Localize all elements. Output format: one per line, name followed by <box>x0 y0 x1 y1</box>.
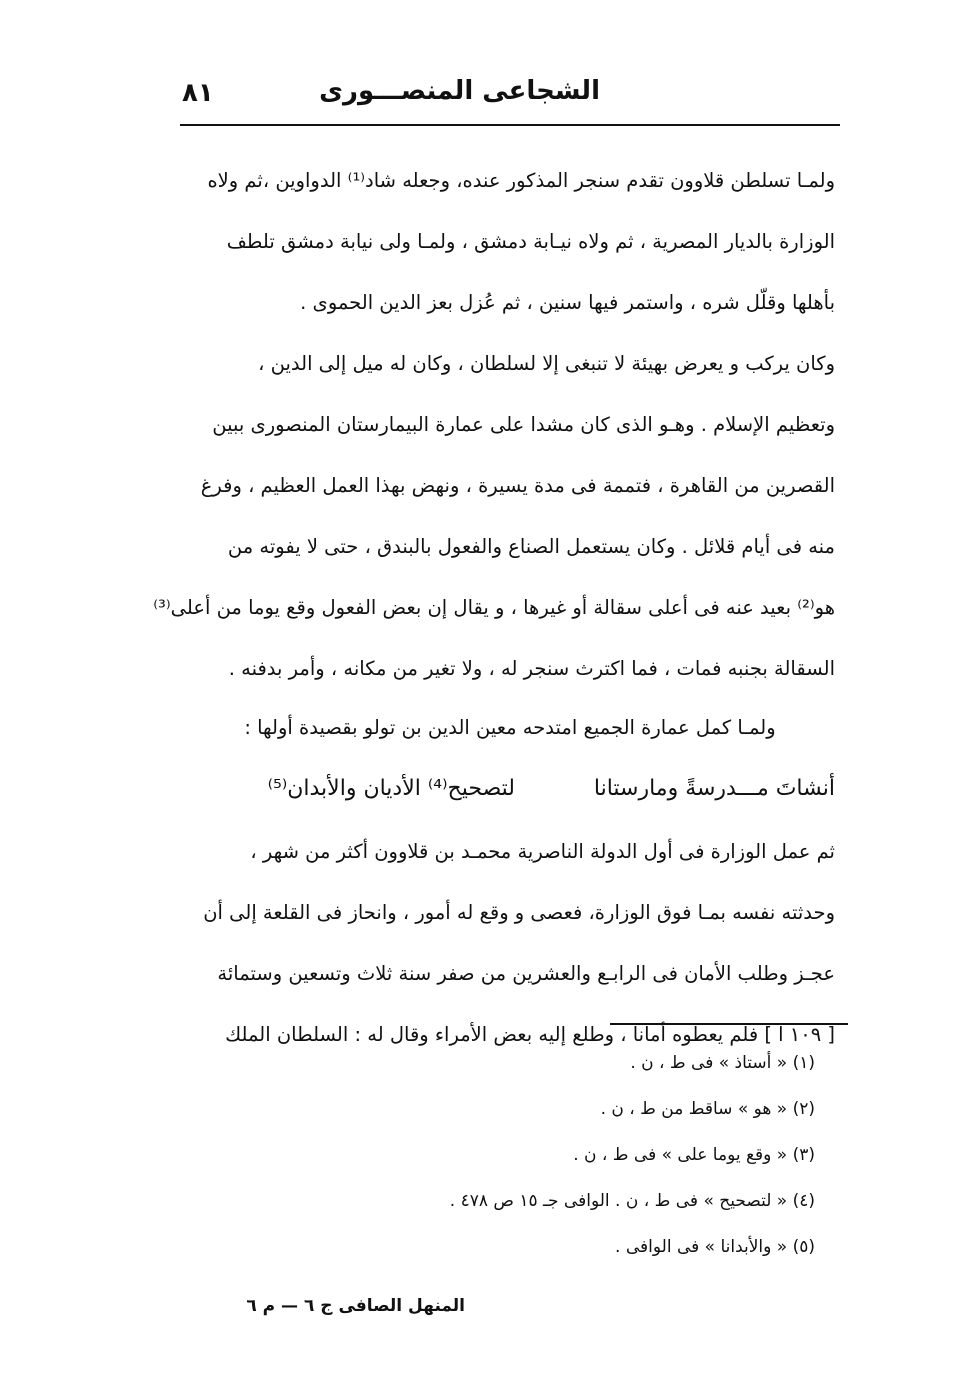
text-line: ولمـا تسلطن قلاوون تقدم سنجر المذكور عنده، وجعله شاد⁽¹⁾ الدواوين ،ثم ولاه <box>207 169 835 192</box>
footnotes <box>380 1040 815 1270</box>
footnote: (٤) « لتصحيح » فى ط ، ن . الوافى جـ ١٥ ص ٤٧٨ . <box>449 1191 815 1211</box>
verse-second-hemistich: لتصحيح⁽⁴⁾ الأديان والأبدان⁽⁵⁾ <box>267 776 515 801</box>
text-line: منه فى أيام قلائل . وكان يستعمل الصناع والفعول بالبندق ، حتى لا يفوته من <box>227 535 835 558</box>
poem-verse <box>185 757 835 821</box>
main-text <box>153 150 835 1065</box>
verse-first-hemistich: أنشاتَ مـــدرسةً ومارستانا <box>593 776 835 801</box>
header-rule <box>180 124 840 126</box>
page-footer: المنهل الصافى ج ٦ — م ٦ <box>246 1296 465 1316</box>
text-line: السقالة بجنبه فمات ، فما اكترث سنجر له ، ولا تغير من مكانه ، وأمر بدفنه . <box>228 657 835 680</box>
text-line: هو⁽²⁾ بعيد عنه فى أعلى سقالة أو غيرها ، و يقال إن بعض الفعول وقع يوما من أعلى⁽³⁾ <box>153 596 835 619</box>
text-line: [ ١٠٩ ا ] فلم يعطوه أمانا ، وطلع إليه بعض الأمراء وقال له : السلطان الملك <box>225 1023 835 1046</box>
text-line: الوزارة بالديار المصرية ، ثم ولاه نيـابة دمشق ، ولمـا ولى نيابة دمشق تلطف <box>226 230 835 253</box>
text-line: عجـز وطلب الأمان فى الرابـع والعشرين من صفر سنة ثلاث وتسعين وستمائة <box>217 962 835 985</box>
text-line: القصرين من القاهرة ، فتممة فى مدة يسيرة ، ونهض بهذا العمل العظيم ، وفرغ <box>200 474 835 497</box>
footnote: (٥) « والأبدانا » فى الوافى . <box>615 1237 815 1257</box>
text-line: وتعظيم الإسلام . وهـو الذى كان مشدا على عمارة البيمارستان المنصورى ببين <box>212 413 835 436</box>
text-line: ثم عمل الوزارة فى أول الدولة الناصرية محمـد بن قلاوون أكثر من شهر ، <box>250 840 835 863</box>
page-number: ٨١ <box>182 78 214 108</box>
footnote: (٣) « وقع يوما على » فى ط ، ن . <box>573 1145 815 1165</box>
footnote: (١) « أستاذ » فى ط ، ن . <box>630 1053 815 1073</box>
page-header <box>180 70 840 122</box>
text-line: وكان يركب و يعرض بهيئة لا تنبغى إلا لسلطان ، وكان له ميل إلى الدين ، <box>258 352 835 375</box>
text-line: بأهلها وقلّل شره ، واستمر فيها سنين ، ثم عُزل بعز الدين الحموى . <box>300 291 835 314</box>
running-title: الشجاعى المنصـــورى <box>319 76 600 106</box>
poem-intro: ولمـا كمل عمارة الجميع امتدحه معين الدين بن تولو بقصيدة أولها : <box>244 716 776 739</box>
footnote: (٢) « هو » ساقط من ط ، ن . <box>600 1099 815 1119</box>
footnote-rule <box>610 1023 848 1025</box>
text-line: وحدثته نفسه بمـا فوق الوزارة، فعصى و وقع له أمور ، وانحاز فى القلعة إلى أن <box>203 901 835 924</box>
